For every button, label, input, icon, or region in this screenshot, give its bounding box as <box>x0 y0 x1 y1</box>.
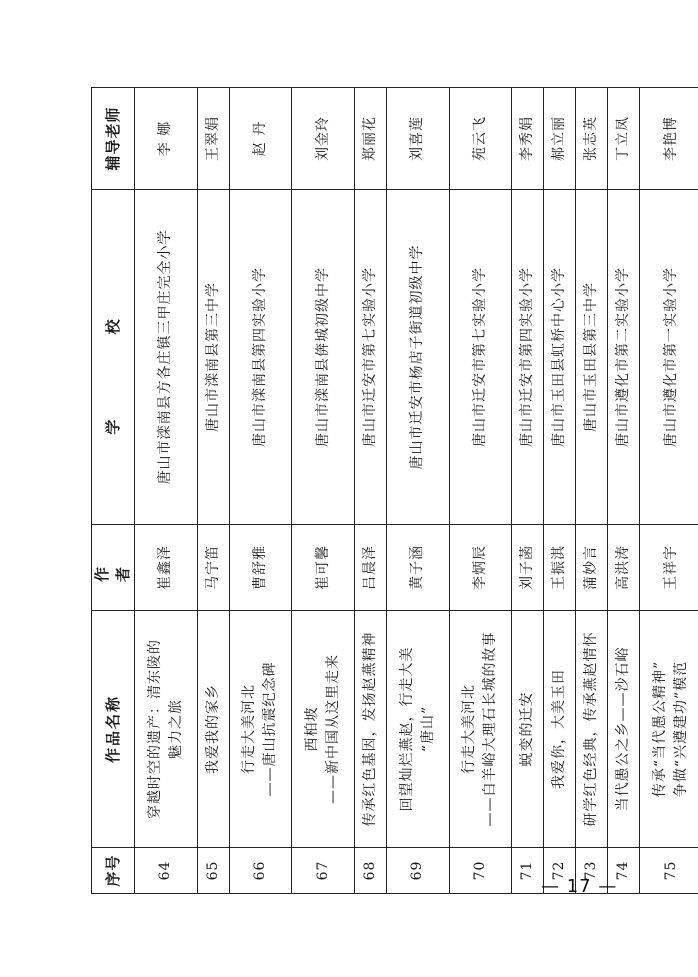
rotated-table-container <box>91 88 698 894</box>
award-table <box>91 87 698 894</box>
row-teacher: 赵 丹 <box>229 88 292 190</box>
row-school: 唐山市遵化市第二实验小学 <box>608 190 640 525</box>
row-title-line: 传承“当代愚公精神” <box>652 660 669 798</box>
row-teacher: 郝立丽 <box>544 88 576 190</box>
row-teacher: 李秀娟 <box>512 88 544 190</box>
row-teacher: 郑丽花 <box>354 88 386 190</box>
row-title-line: 传承红色基因，发扬赵燕精神 <box>361 631 378 827</box>
row-title-line: 蜕变的迁安 <box>519 691 536 767</box>
row-school: 唐山市迁安市第四实验小学 <box>512 190 544 525</box>
table-row <box>640 88 698 894</box>
row-teacher: 刘金玲 <box>292 88 355 190</box>
row-author: 崔鑫泽 <box>135 525 198 611</box>
row-school: 唐山市滦南县倴城初级中学 <box>292 190 355 525</box>
row-no: 69 <box>386 848 449 894</box>
row-school: 唐山市迁安市杨店子街道初级中学 <box>386 190 449 525</box>
row-title <box>386 611 449 848</box>
row-teacher: 丁立凤 <box>608 88 640 190</box>
row-school: 唐山市滦南县第三中学 <box>197 190 229 525</box>
row-title-line: 魅力之旅 <box>167 699 184 759</box>
row-title <box>512 611 544 848</box>
row-title-line: ——新中国从这里走来 <box>325 654 342 804</box>
row-title-line: 行走大美河北 <box>461 684 478 774</box>
row-title <box>640 611 698 848</box>
row-author: 马宁笛 <box>197 525 229 611</box>
row-no: 71 <box>512 848 544 894</box>
row-school: 唐山市遵化市第一实验小学 <box>640 190 698 525</box>
header-no: 序号 <box>92 848 135 894</box>
row-title <box>608 611 640 848</box>
row-teacher: 李艳博 <box>640 88 698 190</box>
row-title-line: 我爱你，大美玉田 <box>551 669 568 789</box>
table-row <box>512 88 544 894</box>
row-school: 唐山市玉田县虹桥中心小学 <box>544 190 576 525</box>
page-number: — 17 — <box>541 876 618 897</box>
row-title <box>229 611 292 848</box>
row-teacher: 刘喜莲 <box>386 88 449 190</box>
table-row <box>229 88 292 894</box>
row-no: 64 <box>135 848 198 894</box>
row-author: 吕晨泽 <box>354 525 386 611</box>
row-teacher: 王翠娟 <box>197 88 229 190</box>
row-no: 72 <box>544 848 576 894</box>
row-teacher: 苑云飞 <box>449 88 512 190</box>
row-title-line: 当代愚公之乡——沙石峪 <box>615 646 632 812</box>
row-title-line: 西柏坡 <box>304 706 321 752</box>
header-title: 作品名称 <box>92 611 135 848</box>
table-body <box>135 88 698 894</box>
row-title-line: 我爱我的家乡 <box>204 684 221 774</box>
row-title <box>576 611 608 848</box>
header-teacher: 辅导老师 <box>92 88 135 190</box>
table-header-row <box>92 88 135 894</box>
row-author: 蒲妙言 <box>576 525 608 611</box>
row-title-line: 回望灿烂燕赵，行走大美 <box>398 646 415 812</box>
row-no: 67 <box>292 848 355 894</box>
table-row <box>197 88 229 894</box>
row-title-line: 研学红色经典，传承燕赵情怀 <box>583 631 600 827</box>
row-author: 高洪涛 <box>608 525 640 611</box>
row-no: 68 <box>354 848 386 894</box>
row-title <box>197 611 229 848</box>
row-title <box>544 611 576 848</box>
row-title-line: 争做“兴遵建功”模范 <box>673 660 690 798</box>
row-title <box>354 611 386 848</box>
row-author: 王振淇 <box>544 525 576 611</box>
row-author: 崔可馨 <box>292 525 355 611</box>
row-no: 73 <box>576 848 608 894</box>
row-school: 唐山市滦南县方各庄镇三甲庄完全小学 <box>135 190 198 525</box>
row-title-line: ——唐山抗震纪念碑 <box>262 661 279 797</box>
row-title <box>135 611 198 848</box>
row-school: 唐山市迁安市第七实验小学 <box>354 190 386 525</box>
table-row <box>386 88 449 894</box>
table-row <box>449 88 512 894</box>
row-title-line: “唐山” <box>419 705 436 753</box>
row-author: 李炳辰 <box>449 525 512 611</box>
header-school: 学 校 <box>92 190 135 525</box>
row-author: 曹舒雅 <box>229 525 292 611</box>
row-author: 黄子涵 <box>386 525 449 611</box>
row-school: 唐山市玉田县第三中学 <box>576 190 608 525</box>
row-school: 唐山市迁安市第七实验小学 <box>449 190 512 525</box>
table-row <box>576 88 608 894</box>
row-no: 74 <box>608 848 640 894</box>
header-author: 作 者 <box>92 525 135 611</box>
row-author: 王祥宇 <box>640 525 698 611</box>
row-title-line: 穿越时空的遗产：清东陵的 <box>146 639 163 819</box>
row-title <box>449 611 512 848</box>
table-row <box>608 88 640 894</box>
row-no: 75 <box>640 848 698 894</box>
row-title <box>292 611 355 848</box>
row-school: 唐山市滦南县第四实验小学 <box>229 190 292 525</box>
table-row <box>292 88 355 894</box>
row-no: 70 <box>449 848 512 894</box>
table-row <box>135 88 198 894</box>
row-title-line: 行走大美河北 <box>241 684 258 774</box>
row-title-line: ——白羊峪大理石长城的故事 <box>482 631 499 827</box>
table-row <box>544 88 576 894</box>
row-author: 刘子菡 <box>512 525 544 611</box>
table-row <box>354 88 386 894</box>
row-no: 65 <box>197 848 229 894</box>
row-teacher: 张志英 <box>576 88 608 190</box>
row-no: 66 <box>229 848 292 894</box>
row-teacher: 李 娜 <box>135 88 198 190</box>
